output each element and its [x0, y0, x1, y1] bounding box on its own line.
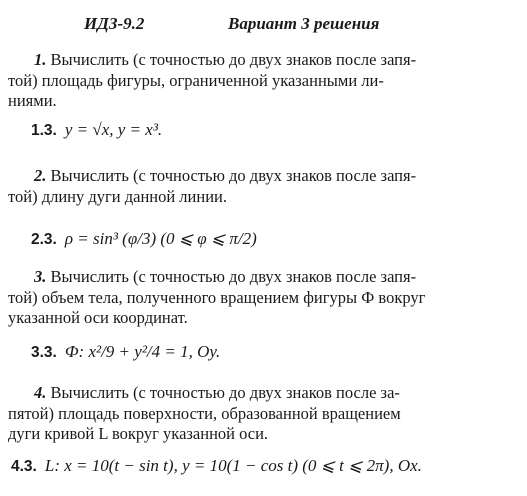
task-line: указанной оси координат. — [8, 308, 188, 327]
task-number: 4. — [34, 383, 47, 402]
task-3-statement — [8, 267, 513, 329]
task-number: 1. — [34, 50, 47, 69]
formula-expression: ρ = sin³ (φ/3) (0 ⩽ φ ⩽ π/2) — [64, 229, 257, 248]
task-line: той) площадь фигуры, ограниченной указанными ли- — [8, 70, 384, 90]
formula-2-3 — [31, 229, 257, 249]
formula-1-3 — [31, 120, 162, 140]
formula-number: 4.3. — [11, 458, 37, 475]
task-1-statement — [8, 50, 513, 112]
formula-3-3 — [31, 342, 220, 362]
task-line: пятой) площадь поверхности, образованной вращением — [8, 403, 401, 423]
task-line: 2. Вычислить (с точностью до двух знаков после запя- — [34, 166, 417, 185]
task-line: той) длину дуги данной линии. — [8, 186, 227, 206]
formula-number: 2.3. — [31, 231, 57, 248]
task-4-statement — [8, 383, 513, 445]
task-number: 3. — [34, 267, 47, 286]
variant-title: Вариант 3 решения — [228, 14, 380, 33]
formula-expression: L: x = 10(t − sin t), y = 10(1 − cos t) (0 ⩽ t ⩽ 2π), Ox. — [44, 456, 422, 475]
formula-expression: y = √x, y = x³. — [64, 120, 163, 139]
task-2-statement — [8, 166, 513, 207]
document-header — [0, 12, 527, 38]
formula-expression: Ф: x²/9 + y²/4 = 1, Oy. — [64, 342, 221, 361]
assignment-code: ИДЗ-9.2 — [84, 14, 145, 33]
task-line: 4. Вычислить (с точностью до двух знаков после за- — [34, 383, 400, 402]
task-line: 1. Вычислить (с точностью до двух знаков после запя- — [34, 50, 417, 69]
task-line: 3. Вычислить (с точностью до двух знаков после запя- — [34, 267, 417, 286]
task-line: ниями. — [8, 91, 57, 110]
formula-number: 3.3. — [31, 344, 57, 361]
task-line: дуги кривой L вокруг указанной оси. — [8, 424, 269, 443]
formula-number: 1.3. — [31, 122, 57, 139]
task-line: той) объем тела, полученного вращением фигуры Ф вокруг — [8, 287, 426, 307]
formula-4-3 — [11, 456, 422, 476]
task-number: 2. — [34, 166, 47, 185]
